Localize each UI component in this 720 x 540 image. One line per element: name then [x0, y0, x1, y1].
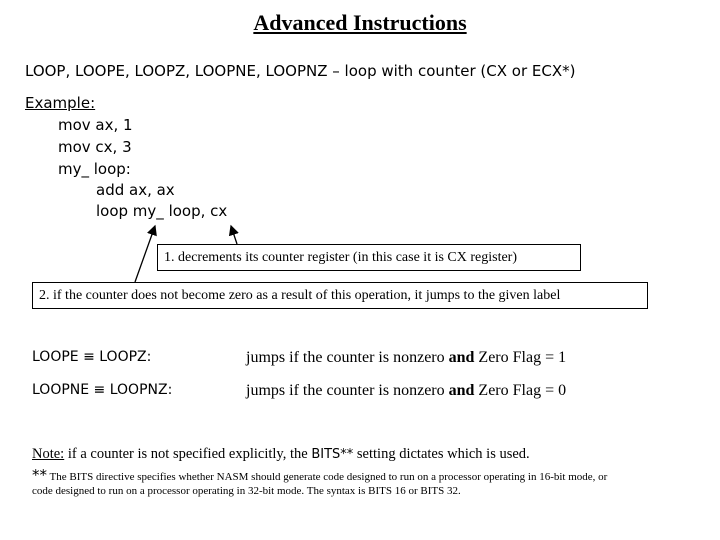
note: Note: if a counter is not specified explicitly, the BITS** setting dictates which is used.	[32, 446, 530, 462]
callout-1: 1. decrements its counter register (in this case it is CX register)	[157, 244, 581, 271]
callout-2: 2. if the counter does not become zero as a result of this operation, it jumps to the given label	[32, 282, 648, 309]
callout-2-arrow	[135, 226, 155, 282]
rule-description: jumps if the counter is nonzero and Zero Flag = 0	[246, 382, 567, 399]
footnote-line-1: ** The BITS directive specifies whether NASM should generate code designed to run on a processor operating in 16-bit mode, or	[32, 466, 608, 484]
rule-label: LOOPE ≡ LOOPZ:	[32, 349, 152, 365]
code-line: loop my_ loop, cx	[96, 202, 228, 220]
code-line: add ax, ax	[96, 181, 175, 199]
code-line: mov ax, 1	[58, 116, 133, 134]
callout-1-arrow	[231, 226, 237, 244]
instruction-description: loop with counter (CX or ECX*)	[344, 62, 576, 80]
example-label: Example:	[25, 94, 96, 112]
page-title: Advanced Instructions	[253, 10, 467, 35]
instruction-list: LOOP, LOOPE, LOOPZ, LOOPNE, LOOPNZ –	[25, 62, 340, 80]
code-line: mov cx, 3	[58, 138, 132, 156]
rule-label: LOOPNE ≡ LOOPNZ:	[32, 382, 173, 398]
code-line: my_ loop:	[58, 160, 131, 178]
rule-description: jumps if the counter is nonzero and Zero Flag = 1	[246, 349, 567, 366]
footnote-line-2: code designed to run on a processor operating in 32-bit mode. The syntax is BITS 16 or BITS 32.	[32, 485, 461, 497]
